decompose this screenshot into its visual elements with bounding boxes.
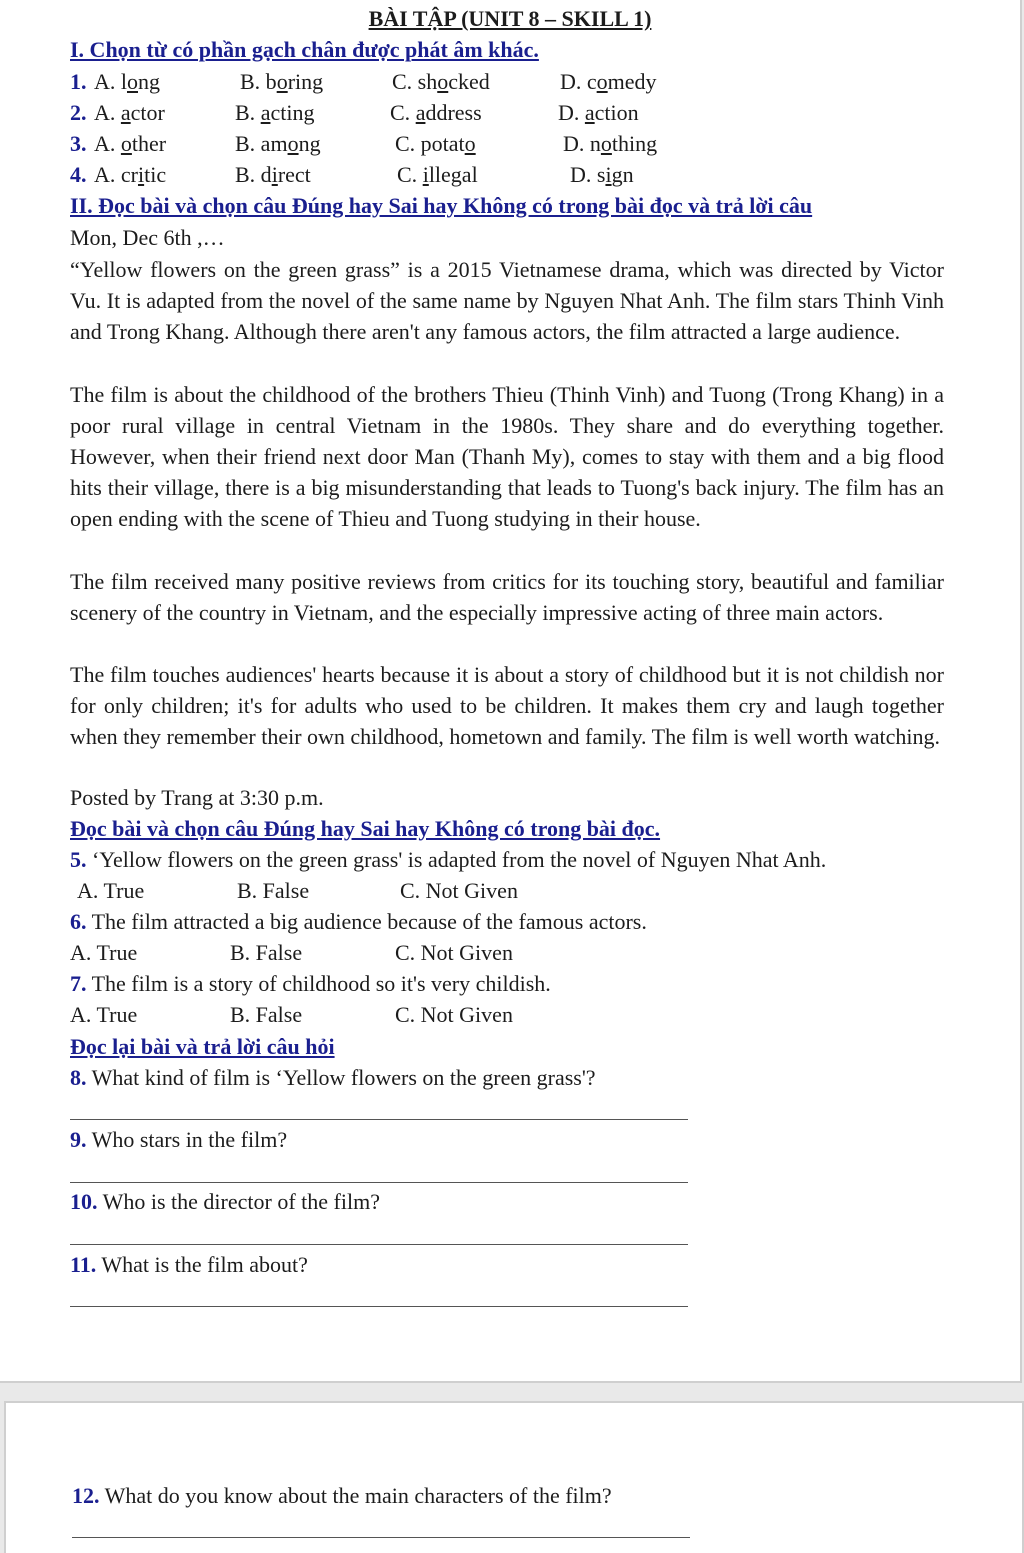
option-false[interactable]: B. False: [230, 1002, 303, 1027]
question-5: 5. ‘Yellow flowers on the green grass' is adapted from the novel of Nguyen Nhat Anh.: [70, 847, 827, 872]
option-true[interactable]: A. True: [70, 940, 138, 965]
worksheet-page-2: [4, 1401, 1024, 1553]
question-7: 7. The film is a story of childhood so it's very childish.: [70, 971, 551, 996]
question-12: 12. What do you know about the main characters of the film?: [72, 1483, 612, 1508]
option-b[interactable]: B. boring: [240, 69, 324, 94]
option-c[interactable]: C. shocked: [392, 69, 490, 94]
option-d[interactable]: D. action: [558, 100, 639, 125]
answer-line[interactable]: [70, 1182, 688, 1183]
option-d[interactable]: D. nothing: [563, 131, 658, 156]
question-6: 6. The film attracted a big audience because of the famous actors.: [70, 909, 647, 934]
section2-heading: II. Đọc bài và chọn câu Đúng hay Sai hay Không có trong bài đọc và trả lời câu: [70, 193, 813, 218]
reading-paragraph: The film is about the childhood of the brothers Thieu (Thinh Vinh) and Tuong (Trong Khang) in a poor rural village in central Vietnam in the 1980s. They share and do everything together. However, when their friend next door Man (Thanh My), comes to stay with them and a big flood hits their village, there is a big misunderstanding that leads to Tuong's back injury. The film has an open ending with the scene of Thieu and Tuong studying in their house.: [70, 382, 944, 532]
answer-line[interactable]: [70, 1119, 688, 1120]
section3-heading: Đọc bài và chọn câu Đúng hay Sai hay Không có trong bài đọc.: [70, 816, 661, 841]
option-b[interactable]: B. acting: [235, 100, 315, 125]
answer-line[interactable]: [72, 1537, 690, 1538]
answer-line[interactable]: [70, 1306, 688, 1307]
option-true[interactable]: A. True: [77, 878, 145, 903]
option-c[interactable]: C. potato: [395, 131, 476, 156]
option-c[interactable]: C. address: [390, 100, 482, 125]
answer-line[interactable]: [70, 1244, 688, 1245]
question-11: 11. What is the film about?: [70, 1252, 308, 1277]
option-b[interactable]: B. direct: [235, 162, 311, 187]
option-false[interactable]: B. False: [237, 878, 310, 903]
page-title: BÀI TẬP (UNIT 8 – SKILL 1): [368, 6, 652, 31]
question-8: 8. What kind of film is ‘Yellow flowers on the green grass'?: [70, 1065, 596, 1090]
post-date: Mon, Dec 6th ,…: [70, 225, 225, 250]
option-d[interactable]: D. sign: [570, 162, 634, 187]
reading-paragraph: The film touches audiences' hearts because it is about a story of childhood but it is not childish nor for only children; it's for adults who used to be children. It makes them cry and laugh together when they remember their own childhood, hometown and family. The film is well worth watching.: [70, 662, 944, 750]
option-not-given[interactable]: C. Not Given: [395, 1002, 513, 1027]
reading-paragraph: The film received many positive reviews from critics for its touching story, beautiful and familiar scenery of the country in Vietnam, and the especially impressive acting of three main actors.: [70, 569, 944, 626]
option-false[interactable]: B. False: [230, 940, 303, 965]
option-true[interactable]: A. True: [70, 1002, 138, 1027]
option-a[interactable]: A. actor: [94, 100, 165, 125]
option-a[interactable]: A. long: [94, 69, 160, 94]
posted-by: Posted by Trang at 3:30 p.m.: [70, 785, 324, 810]
question-9: 9. Who stars in the film?: [70, 1127, 288, 1152]
worksheet-page: BÀI TẬP (UNIT 8 – SKILL 1) I. Chọn từ có phần gạch chân được phát âm khác. 1. A. long B. boring C. shocked D. comedy 2. A. actor B. acting C. address D. action 3. A. other B. among C. potato D. nothing 4. A. critic B. direct C. illegal D. sign II. Đọc bài và chọn câu Đúng hay Sai hay Không có trong bài đọc và trả lời câu Mon, Dec 6th ,… “Yellow flowers on the green grass” is a 2015 Vietnamese drama, which was directed by Victor Vu. It is adapted from the novel of the same name by Nguyen Nhat Anh. The film stars Thinh Vinh and Trong Khang. Although there aren't any famous actors, the film attracted a large audience. The film is about the childhood of the brothers Thieu (Thinh Vinh) and Tuong (Trong Khang) in a poor rural village in central Vietnam in the 1980s. They share and do everything together. However, when their friend next door Man (Thanh My), comes to stay with them and a big flood hits their village, there is a big misunderstanding that leads to Tuong's back injury. The film has an open ending with the scene of Thieu and Tuong studying in their house. The film received many positive reviews from critics for its touching story, beautiful and familiar scenery of the country in Vietnam, and the especially impressive acting of three main actors. The film touches audiences' hearts because it is about a story of childhood but it is not childish nor for only children; it's for adults who used to be children. It makes them cry and laugh together when they remember their own childhood, hometown and family. The film is well worth watching. Posted by Trang at 3:30 p.m. Đọc bài và chọn câu Đúng hay Sai hay Không có trong bài đọc. 5. ‘Yellow flowers on the green grass' is adapted from the novel of Nguyen Nhat Anh. A. True B. False C. Not Given 6. The film attracted a big audience because of the famous actors. A. True B. False C. Not Given 7. The film is a story of childhood so it's very childish. A. True B. False C. Not Given Đọc lại bài và trả lời câu hỏi 8. What kind of film is ‘Yellow flowers on the green grass'? 9. Who stars in the film? 10. Who is the director of the film? 11. What is the film about?: [0, 0, 1022, 1383]
option-not-given[interactable]: C. Not Given: [400, 878, 518, 903]
reading-paragraph: “Yellow flowers on the green grass” is a 2015 Vietnamese drama, which was directed by Victor Vu. It is adapted from the novel of the same name by Nguyen Nhat Anh. The film stars Thinh Vinh and Trong Khang. Although there aren't any famous actors, the film attracted a large audience.: [70, 257, 944, 345]
section4-heading: Đọc lại bài và trả lời câu hỏi: [70, 1034, 335, 1059]
question-10: 10. Who is the director of the film?: [70, 1189, 380, 1214]
option-not-given[interactable]: C. Not Given: [395, 940, 513, 965]
option-a[interactable]: A. other: [94, 131, 167, 156]
option-a[interactable]: A. critic: [94, 162, 167, 187]
option-b[interactable]: B. among: [235, 131, 321, 156]
section1-heading: I. Chọn từ có phần gạch chân được phát âm khác.: [70, 37, 539, 62]
option-d[interactable]: D. comedy: [560, 69, 657, 94]
option-c[interactable]: C. illegal: [397, 162, 478, 187]
